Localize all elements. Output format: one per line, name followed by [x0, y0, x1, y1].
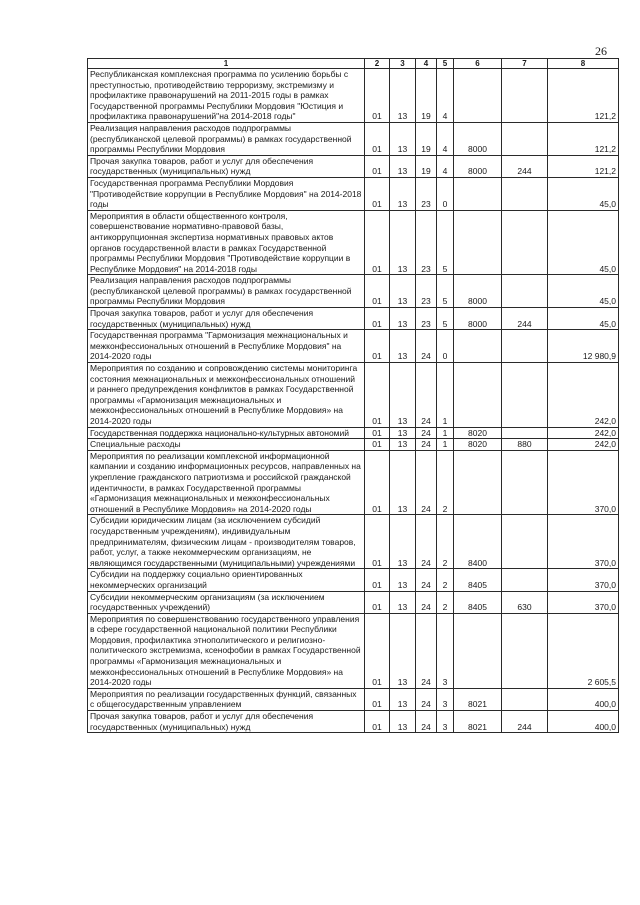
- amount-cell: 121,2: [548, 69, 619, 123]
- amount-cell: 370,0: [548, 569, 619, 591]
- program-name-cell: Прочая закупка товаров, работ и услуг для обеспечения государственных (муниципальных) нужд: [88, 711, 365, 733]
- target-article-cell: 24: [416, 688, 437, 710]
- expense-direction-cell: [454, 330, 502, 363]
- program-name-cell: Государственная программа "Гармонизация межнациональных и межконфессиональных отношений в Республике Мордовия" на 2014-2020 годы: [88, 330, 365, 363]
- amount-cell: 242,0: [548, 363, 619, 428]
- program-name-cell: Прочая закупка товаров, работ и услуг для обеспечения государственных (муниципальных) нужд: [88, 308, 365, 330]
- subprogram-code-cell: 5: [437, 275, 454, 308]
- amount-cell: 370,0: [548, 591, 619, 613]
- subsection-code-cell: 13: [390, 275, 416, 308]
- section-code-cell: 01: [365, 210, 390, 275]
- target-article-cell: 23: [416, 210, 437, 275]
- section-code-cell: 01: [365, 613, 390, 688]
- column-header: 5: [437, 59, 454, 69]
- table-row: [88, 275, 619, 308]
- program-name-cell: Субсидии на поддержку социально ориентированных некоммерческих организаций: [88, 569, 365, 591]
- table-row: [88, 308, 619, 330]
- amount-cell: 45,0: [548, 177, 619, 210]
- expense-type-cell: [502, 69, 548, 123]
- expense-type-cell: 244: [502, 308, 548, 330]
- table-row: [88, 439, 619, 451]
- expense-direction-cell: 8405: [454, 569, 502, 591]
- table-row: [88, 427, 619, 439]
- expense-direction-cell: 8000: [454, 275, 502, 308]
- subsection-code-cell: 13: [390, 711, 416, 733]
- section-code-cell: 01: [365, 308, 390, 330]
- column-header: 7: [502, 59, 548, 69]
- section-code-cell: 01: [365, 711, 390, 733]
- amount-cell: 2 605,5: [548, 613, 619, 688]
- section-code-cell: 01: [365, 155, 390, 177]
- target-article-cell: 24: [416, 363, 437, 428]
- expense-direction-cell: 8020: [454, 439, 502, 451]
- section-code-cell: 01: [365, 515, 390, 569]
- subprogram-code-cell: 1: [437, 363, 454, 428]
- page-number: 26: [595, 44, 607, 58]
- expense-type-cell: 880: [502, 439, 548, 451]
- target-article-cell: 24: [416, 427, 437, 439]
- subprogram-code-cell: 5: [437, 210, 454, 275]
- section-code-cell: 01: [365, 177, 390, 210]
- amount-cell: 370,0: [548, 515, 619, 569]
- expense-direction-cell: [454, 69, 502, 123]
- table-row: [88, 155, 619, 177]
- amount-cell: 121,2: [548, 122, 619, 155]
- subsection-code-cell: 13: [390, 613, 416, 688]
- section-code-cell: 01: [365, 569, 390, 591]
- target-article-cell: 19: [416, 122, 437, 155]
- section-code-cell: 01: [365, 363, 390, 428]
- table-row: [88, 613, 619, 688]
- amount-cell: 45,0: [548, 210, 619, 275]
- section-code-cell: 01: [365, 275, 390, 308]
- program-name-cell: Реализация направления расходов подпрограммы (республиканской целевой программы) в рамках государственной программы Республики Мордовия: [88, 122, 365, 155]
- program-name-cell: Прочая закупка товаров, работ и услуг для обеспечения государственных (муниципальных) нужд: [88, 155, 365, 177]
- table-row: [88, 210, 619, 275]
- column-header: 6: [454, 59, 502, 69]
- amount-cell: 370,0: [548, 450, 619, 515]
- target-article-cell: 24: [416, 613, 437, 688]
- subprogram-code-cell: 1: [437, 427, 454, 439]
- table-row: [88, 711, 619, 733]
- subprogram-code-cell: 4: [437, 122, 454, 155]
- subprogram-code-cell: 2: [437, 569, 454, 591]
- column-header: 3: [390, 59, 416, 69]
- table-body: [88, 69, 619, 733]
- subprogram-code-cell: 2: [437, 515, 454, 569]
- expense-type-cell: [502, 177, 548, 210]
- section-code-cell: 01: [365, 439, 390, 451]
- target-article-cell: 23: [416, 177, 437, 210]
- expense-type-cell: [502, 427, 548, 439]
- subprogram-code-cell: 5: [437, 308, 454, 330]
- expense-direction-cell: 8000: [454, 122, 502, 155]
- target-article-cell: 23: [416, 308, 437, 330]
- amount-cell: 242,0: [548, 427, 619, 439]
- expense-direction-cell: [454, 363, 502, 428]
- column-header: 4: [416, 59, 437, 69]
- program-name-cell: Субсидии юридическим лицам (за исключением субсидий государственным учреждениям), индивидуальным предпринимателям, физическим лицам - производителям товаров, работ, услуг, а также некоммерческим организациям, не являющимся государственными (муниципальными) учреждениями: [88, 515, 365, 569]
- target-article-cell: 24: [416, 515, 437, 569]
- subsection-code-cell: 13: [390, 427, 416, 439]
- subprogram-code-cell: 1: [437, 439, 454, 451]
- subprogram-code-cell: 2: [437, 450, 454, 515]
- subsection-code-cell: 13: [390, 330, 416, 363]
- section-code-cell: 01: [365, 330, 390, 363]
- target-article-cell: 19: [416, 155, 437, 177]
- expense-type-cell: [502, 275, 548, 308]
- subsection-code-cell: 13: [390, 688, 416, 710]
- subprogram-code-cell: 3: [437, 688, 454, 710]
- expense-direction-cell: 8021: [454, 711, 502, 733]
- program-name-cell: Мероприятия по совершенствованию государственного управления в сфере государственной национальной политики Республики Мордовия, профилактика этнополитического и религиозно-политического экстремизма, ксенофобии в рамках Государственной программы «Гармонизация межнациональных и межконфессиональных отношений в Республике Мордовия» на 2014-2020 годы: [88, 613, 365, 688]
- table-row: [88, 330, 619, 363]
- expense-type-cell: 244: [502, 711, 548, 733]
- expense-direction-cell: [454, 450, 502, 515]
- section-code-cell: 01: [365, 69, 390, 123]
- target-article-cell: 24: [416, 591, 437, 613]
- subprogram-code-cell: 3: [437, 711, 454, 733]
- subsection-code-cell: 13: [390, 155, 416, 177]
- section-code-cell: 01: [365, 427, 390, 439]
- target-article-cell: 24: [416, 439, 437, 451]
- expense-type-cell: [502, 330, 548, 363]
- expense-direction-cell: [454, 210, 502, 275]
- table-row: [88, 363, 619, 428]
- program-name-cell: Реализация направления расходов подпрограммы (республиканской целевой программы) в рамках государственной программы Республики Мордовия: [88, 275, 365, 308]
- amount-cell: 45,0: [548, 275, 619, 308]
- table-row: [88, 515, 619, 569]
- program-name-cell: Специальные расходы: [88, 439, 365, 451]
- program-name-cell: Мероприятия по реализации государственных функций, связанных с общегосударственным управлением: [88, 688, 365, 710]
- expense-type-cell: [502, 613, 548, 688]
- amount-cell: 121,2: [548, 155, 619, 177]
- table-row: [88, 122, 619, 155]
- program-name-cell: Государственная поддержка национально-культурных автономий: [88, 427, 365, 439]
- amount-cell: 400,0: [548, 688, 619, 710]
- expense-direction-cell: [454, 613, 502, 688]
- table-row: [88, 688, 619, 710]
- expense-type-cell: [502, 688, 548, 710]
- subprogram-code-cell: 2: [437, 591, 454, 613]
- header-row: [88, 59, 619, 69]
- target-article-cell: 24: [416, 330, 437, 363]
- table-row: [88, 569, 619, 591]
- expense-type-cell: [502, 450, 548, 515]
- target-article-cell: 24: [416, 569, 437, 591]
- expense-type-cell: [502, 515, 548, 569]
- subsection-code-cell: 13: [390, 308, 416, 330]
- expense-type-cell: 244: [502, 155, 548, 177]
- column-header: 8: [548, 59, 619, 69]
- subprogram-code-cell: 3: [437, 613, 454, 688]
- subprogram-code-cell: 0: [437, 177, 454, 210]
- table-row: [88, 69, 619, 123]
- subsection-code-cell: 13: [390, 439, 416, 451]
- subprogram-code-cell: 4: [437, 69, 454, 123]
- expense-type-cell: 630: [502, 591, 548, 613]
- expense-direction-cell: 8405: [454, 591, 502, 613]
- expense-type-cell: [502, 363, 548, 428]
- column-header: 2: [365, 59, 390, 69]
- subsection-code-cell: 13: [390, 363, 416, 428]
- subsection-code-cell: 13: [390, 210, 416, 275]
- subsection-code-cell: 13: [390, 450, 416, 515]
- column-header: 1: [88, 59, 365, 69]
- section-code-cell: 01: [365, 450, 390, 515]
- amount-cell: 45,0: [548, 308, 619, 330]
- subsection-code-cell: 13: [390, 177, 416, 210]
- expense-direction-cell: 8400: [454, 515, 502, 569]
- table-row: [88, 450, 619, 515]
- subsection-code-cell: 13: [390, 69, 416, 123]
- subsection-code-cell: 13: [390, 515, 416, 569]
- program-name-cell: Мероприятия в области общественного контроля, совершенствование нормативно-правовой базы, антикоррупционная экспертиза нормативных правовых актов органов государственной власти в рамках Государственной программы Республики Мордовия "Противодействие коррупции в Республике Мордовия" на 2014-2018 годы: [88, 210, 365, 275]
- budget-table: [87, 58, 619, 733]
- amount-cell: 12 980,9: [548, 330, 619, 363]
- program-name-cell: Мероприятия по реализации комплексной информационной кампании и созданию информационных ресурсов, направленных на укрепление гражданского патриотизма и российской гражданской идентичности, в рамках Государственной программы «Гармонизация межнациональных и межконфессиональных отношений в Республике Мордовия» на 2014-2020 годы: [88, 450, 365, 515]
- target-article-cell: 24: [416, 711, 437, 733]
- expense-type-cell: [502, 210, 548, 275]
- program-name-cell: Республиканская комплексная программа по усилению борьбы с преступностью, противодействию терроризму, экстремизму и профилактике правонарушений на 2011-2015 годы в рамках Государственной программы Республики Мордовия "Юстиция и профилактика правонарушений"на 2014-2018 годы": [88, 69, 365, 123]
- table-row: [88, 591, 619, 613]
- program-name-cell: Мероприятия по созданию и сопровождению системы мониторинга состояния межнациональных и межконфессиональных отношений и раннего предупреждения конфликтов в рамках Государственной программы «Гармонизация межнациональных и межконфессиональных отношений в Республике Мордовия» на 2014-2020 годы: [88, 363, 365, 428]
- target-article-cell: 24: [416, 450, 437, 515]
- expense-type-cell: [502, 122, 548, 155]
- subsection-code-cell: 13: [390, 591, 416, 613]
- target-article-cell: 23: [416, 275, 437, 308]
- expense-type-cell: [502, 569, 548, 591]
- expense-direction-cell: 8021: [454, 688, 502, 710]
- expense-direction-cell: 8000: [454, 155, 502, 177]
- amount-cell: 400,0: [548, 711, 619, 733]
- program-name-cell: Субсидии некоммерческим организациям (за исключением государственных учреждений): [88, 591, 365, 613]
- expense-direction-cell: 8000: [454, 308, 502, 330]
- table-row: [88, 177, 619, 210]
- section-code-cell: 01: [365, 591, 390, 613]
- subprogram-code-cell: 0: [437, 330, 454, 363]
- section-code-cell: 01: [365, 688, 390, 710]
- expense-direction-cell: [454, 177, 502, 210]
- subprogram-code-cell: 4: [437, 155, 454, 177]
- program-name-cell: Государственная программа Республики Мордовия "Противодействие коррупции в Республике Мордовия" на 2014-2018 годы: [88, 177, 365, 210]
- subsection-code-cell: 13: [390, 569, 416, 591]
- target-article-cell: 19: [416, 69, 437, 123]
- amount-cell: 242,0: [548, 439, 619, 451]
- subsection-code-cell: 13: [390, 122, 416, 155]
- expense-direction-cell: 8020: [454, 427, 502, 439]
- section-code-cell: 01: [365, 122, 390, 155]
